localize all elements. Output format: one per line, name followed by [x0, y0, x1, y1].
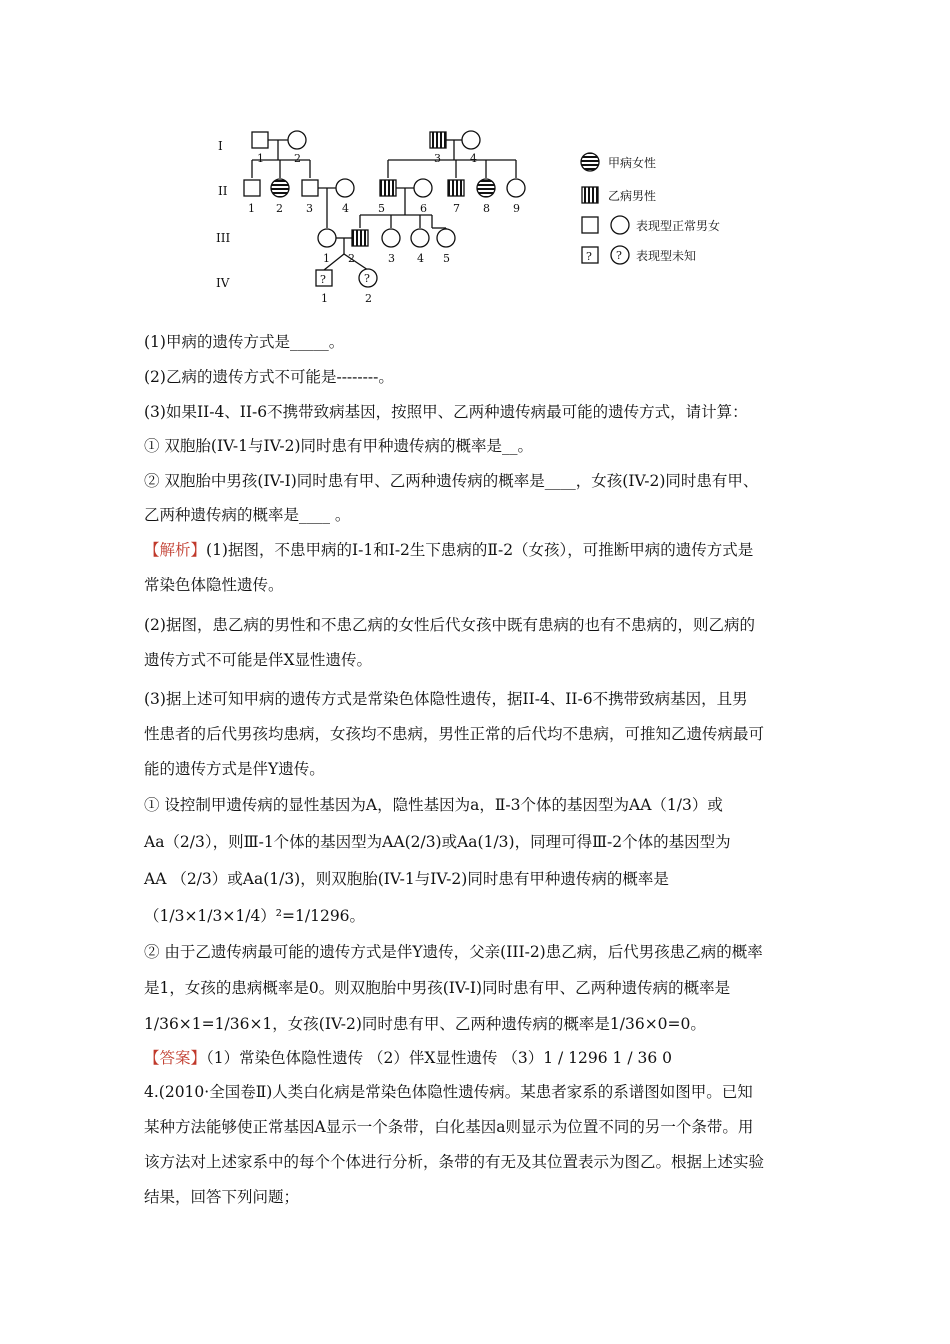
II-6-female	[414, 179, 432, 197]
gen-label-IV: IV	[216, 276, 230, 290]
I-2-female	[288, 131, 306, 149]
gen-label-II: II	[218, 184, 228, 198]
text-line: （1/3×1/3×1/4）²=1/1296。	[144, 907, 366, 925]
text-line: AA （2/3）或Aa(1/3)，则双胞胎(IV-1与IV-2)同时患有甲种遗传病的概率是	[144, 870, 669, 888]
gen-label-III: III	[216, 231, 231, 245]
II-2-female-affected-A	[271, 179, 289, 197]
text-line: 遗传方式不可能是伴X显性遗传。	[144, 651, 373, 669]
text-line: (3)如果II-4、II-6不携带致病基因，按照甲、乙两种遗传病最可能的遗传方式，请计算：	[144, 403, 748, 421]
text-line: 乙两种遗传病的概率是____ 。	[144, 506, 351, 524]
text-line: ① 双胞胎(IV-1与IV-2)同时患有甲种遗传病的概率是__。	[144, 437, 534, 455]
text-line: (3)据上述可知甲病的遗传方式是常染色体隐性遗传，据II-4、II-6不携带致病基因，且男	[144, 690, 748, 708]
text-line: ② 双胞胎中男孩(IV-I)同时患有甲、乙两种遗传病的概率是____，女孩(IV-2)同时患有甲、	[144, 472, 759, 490]
III-5-female	[437, 229, 455, 247]
I-3-male-affected-B	[430, 132, 446, 148]
II-5-male-affected-B	[380, 180, 396, 196]
document-body	[144, 330, 834, 1230]
svg-text:2: 2	[294, 152, 301, 165]
svg-text:2: 2	[348, 252, 355, 265]
svg-text:3: 3	[306, 202, 313, 215]
svg-text:?: ?	[616, 249, 622, 262]
I-4-female	[462, 131, 480, 149]
I-1-male	[252, 132, 268, 148]
text-line: 4.(2010·全国卷Ⅱ)人类白化病是常染色体隐性遗传病。某患者家系的系谱图如图甲。已知	[144, 1083, 753, 1101]
text-line: Aa（2/3），则Ⅲ-1个体的基因型为AA(2/3)或Aa(1/3)，同理可得Ⅲ-2个体的基因型为	[144, 833, 731, 851]
II-4-female	[336, 179, 354, 197]
legend-male-disease-B-icon	[582, 187, 598, 203]
text-line: (2)乙病的遗传方式不可能是--------。	[144, 368, 394, 386]
text-line: 1/36×1=1/36×1，女孩(IV-2)同时患有甲、乙两种遗传病的概率是1/36×0=0。	[144, 1015, 706, 1033]
text-line: 常染色体隐性遗传。	[144, 576, 284, 594]
svg-text:4: 4	[470, 152, 477, 165]
text-line: (1)甲病的遗传方式是_____。	[144, 333, 345, 351]
svg-text:2: 2	[276, 202, 283, 215]
svg-text:3: 3	[434, 152, 441, 165]
legend-label-2: 乙病男性	[608, 189, 657, 203]
svg-text:6: 6	[420, 202, 427, 215]
gen-label-I: I	[218, 139, 223, 153]
svg-text:2: 2	[365, 292, 372, 305]
svg-text:9: 9	[513, 202, 520, 215]
legend-normal-female-icon	[611, 216, 629, 234]
III-1-female	[318, 229, 336, 247]
legend-normal-male-icon	[582, 217, 598, 233]
svg-text:7: 7	[453, 202, 460, 215]
svg-text:3: 3	[388, 252, 395, 265]
II-3-male	[302, 180, 318, 196]
II-9-female	[507, 179, 525, 197]
III-4-female	[411, 229, 429, 247]
text-line: ① 设控制甲遗传病的显性基因为A，隐性基因为a，Ⅱ-3个体的基因型为AA（1/3）或	[144, 796, 723, 814]
answer-line: 【答案】（1）常染色体隐性遗传 （2）伴X显性遗传 （3）1 / 1296 1 / 36 0	[144, 1049, 673, 1067]
svg-text:?: ?	[586, 250, 592, 263]
III-3-female	[382, 229, 400, 247]
svg-text:5: 5	[443, 252, 450, 265]
II-1-male	[244, 180, 260, 196]
text-line: 是1，女孩的患病概率是0。则双胞胎中男孩(IV-I)同时患有甲、乙两种遗传病的概率是	[144, 979, 731, 997]
svg-text:?: ?	[364, 272, 370, 285]
text-line: (2)据图，患乙病的男性和不患乙病的女性后代女孩中既有患病的也有不患病的，则乙病的	[144, 616, 755, 634]
svg-text:1: 1	[321, 292, 328, 305]
text-line: 某种方法能够使正常基因A显示一个条带，白化基因a则显示为位置不同的另一个条带。用	[144, 1118, 754, 1136]
svg-text:8: 8	[483, 202, 490, 215]
analysis-line: 【解析】(1)据图，不患甲病的Ⅰ-1和Ⅰ-2生下患病的Ⅱ-2（女孩），可推断甲病的遗传方式是	[144, 541, 754, 559]
III-2-male-affected-B	[352, 230, 368, 246]
II-7-male-affected-B	[448, 180, 464, 196]
svg-text:1: 1	[257, 152, 264, 165]
text-line: ② 由于乙遗传病最可能的遗传方式是伴Y遗传，父亲(III-2)患乙病，后代男孩患乙病的概率	[144, 943, 763, 961]
pedigree-diagram	[200, 120, 740, 310]
legend-label-1: 甲病女性	[608, 156, 657, 170]
legend-label-3: 表现型正常男女	[636, 219, 721, 233]
svg-text:1: 1	[323, 252, 330, 265]
text-line: 结果，回答下列问题；	[144, 1188, 300, 1206]
II-8-female-affected-A	[477, 179, 495, 197]
legend-female-disease-A-icon	[581, 153, 599, 171]
text-line: 性患者的后代男孩均患病，女孩均不患病，男性正常的后代均不患病，可推知乙遗传病最可	[144, 725, 765, 743]
svg-text:?: ?	[320, 273, 326, 286]
svg-text:4: 4	[417, 252, 424, 265]
svg-text:5: 5	[378, 202, 385, 215]
svg-text:4: 4	[342, 202, 349, 215]
legend-label-4: 表现型未知	[636, 249, 697, 263]
svg-text:1: 1	[248, 202, 255, 215]
text-line: 该方法对上述家系中的每个个体进行分析，条带的有无及其位置表示为图乙。根据上述实验	[144, 1153, 765, 1171]
text-line: 能的遗传方式是伴Y遗传。	[144, 760, 325, 778]
